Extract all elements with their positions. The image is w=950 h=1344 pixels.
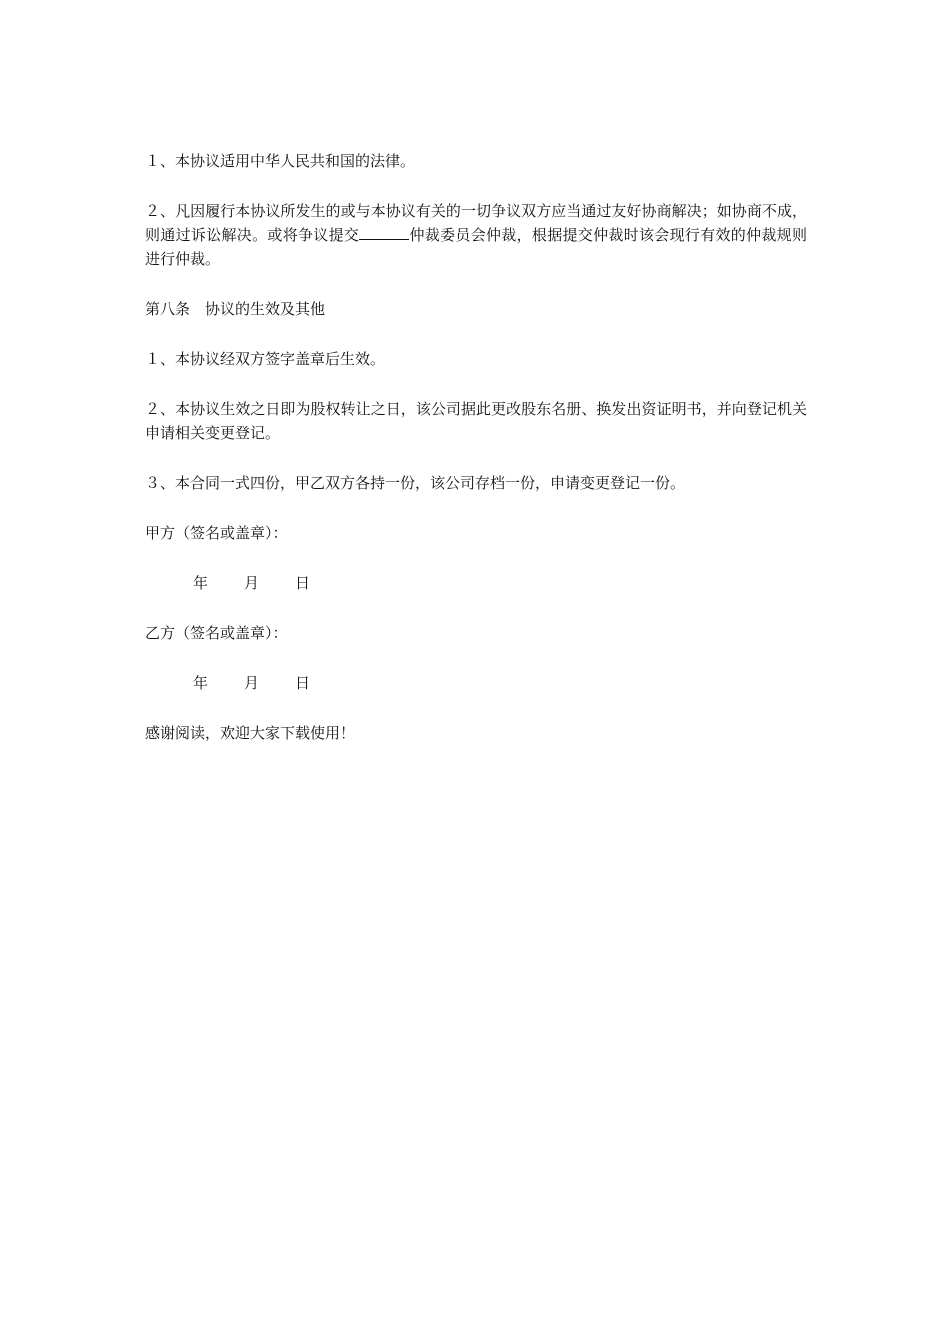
article-8-title: 第八条 协议的生效及其他 [145, 300, 326, 318]
date-day: 日 [295, 674, 311, 692]
party-a-date-line [145, 571, 807, 595]
clause-copies: ３、本合同一式四份，甲乙双方各持一份，该公司存档一份，申请变更登记一份。 [145, 474, 686, 492]
date-year: 年 [193, 674, 209, 692]
clause-applicable-law: １、本协议适用中华人民共和国的法律。 [145, 152, 416, 170]
date-day: 日 [295, 574, 311, 592]
party-b-signature-label: 乙方（签名或盖章）： [145, 624, 288, 642]
clause-dispute-resolution [145, 199, 807, 271]
date-year: 年 [193, 574, 209, 592]
date-month: 月 [244, 574, 260, 592]
document-page [145, 149, 807, 771]
party-b-date-line [145, 671, 807, 695]
closing-note: 感谢阅读，欢迎大家下载使用！ [145, 724, 356, 742]
arbitration-blank [359, 225, 409, 240]
clause-dispute-text-before: ２、凡因履行本协议所发生的或与本协议有关的一切争议双方应当通过友好协商解决；如协商不成，则通过诉讼解决。或将争议提交 [145, 202, 807, 244]
clause-transfer-date: ２、本协议生效之日即为股权转让之日，该公司据此更改股东名册、换发出资证明书，并向登记机关申请相关变更登记。 [145, 400, 807, 442]
clause-dispute-text-after: 仲裁委员会仲裁，根据提交仲裁时该会现行有效的仲裁规则进行仲裁。 [145, 226, 807, 268]
date-month: 月 [244, 674, 260, 692]
party-a-signature-label: 甲方（签名或盖章）： [145, 524, 288, 542]
clause-effective: １、本协议经双方签字盖章后生效。 [145, 350, 386, 368]
